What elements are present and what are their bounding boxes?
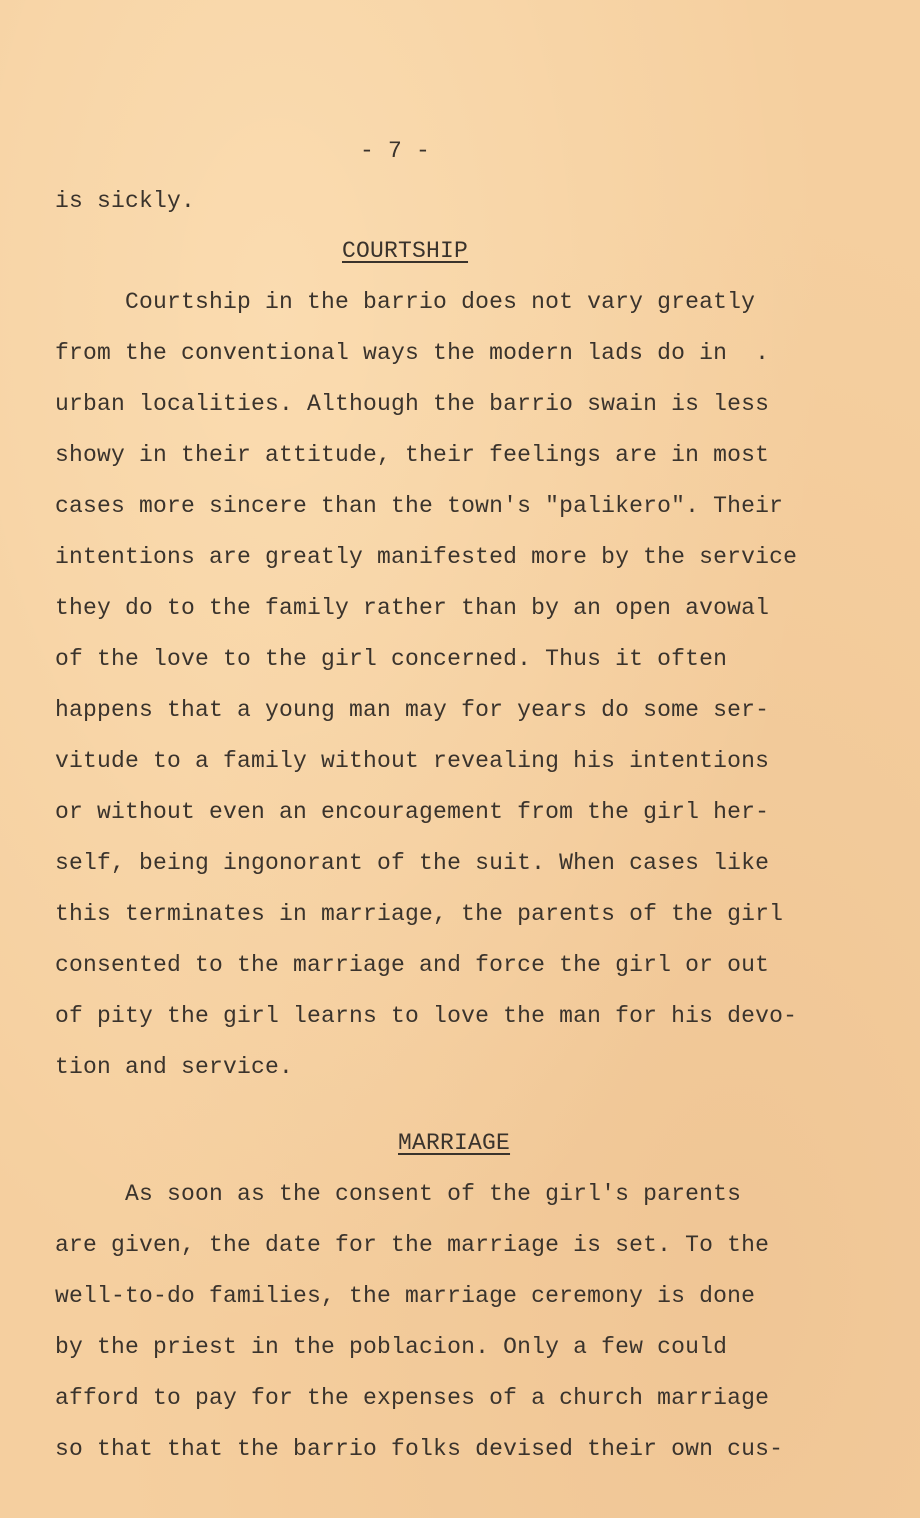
- paragraph-line: or without even an encouragement from the girl her-: [55, 799, 770, 825]
- paragraph-line: they do to the family rather than by an open avowal: [55, 595, 770, 621]
- paragraph-line: self, being ingonorant of the suit. When cases like: [55, 850, 770, 876]
- paragraph-line: showy in their attitude, their feelings are in most: [55, 442, 770, 468]
- paragraph-line: of the love to the girl concerned. Thus it often: [55, 646, 728, 672]
- paragraph-line: afford to pay for the expenses of a church marriage: [55, 1385, 770, 1411]
- paragraph-line: are given, the date for the marriage is set. To the: [55, 1232, 770, 1258]
- lead-line: is sickly.: [55, 188, 196, 214]
- section-heading-courtship: COURTSHIP: [342, 238, 469, 264]
- paragraph-line: tion and service.: [55, 1054, 294, 1080]
- paragraph-line: by the priest in the poblacion. Only a few could: [55, 1334, 728, 1360]
- paragraph-line: urban localities. Although the barrio swain is less: [55, 391, 770, 417]
- paragraph-line: happens that a young man may for years do some ser-: [55, 697, 770, 723]
- section-heading-marriage: MARRIAGE: [398, 1130, 511, 1156]
- paragraph-line: vitude to a family without revealing his intentions: [55, 748, 770, 774]
- paragraph-line: of pity the girl learns to love the man for his devo-: [55, 1003, 798, 1029]
- page-number: - 7 -: [359, 138, 430, 164]
- paragraph-line: from the conventional ways the modern lads do in .: [55, 340, 770, 366]
- paragraph-line: Courtship in the barrio does not vary greatly: [55, 289, 756, 315]
- paragraph-line: so that that the barrio folks devised their own cus-: [55, 1436, 784, 1462]
- paragraph-line: consented to the marriage and force the girl or out: [55, 952, 770, 978]
- paragraph-line: intentions are greatly manifested more by the service: [55, 544, 798, 570]
- bleed-through-ghost: [240, 190, 740, 220]
- paragraph-line: As soon as the consent of the girl's parents: [55, 1181, 742, 1207]
- paragraph-line: cases more sincere than the town's "palikero". Their: [55, 493, 784, 519]
- paragraph-line: this terminates in marriage, the parents of the girl: [55, 901, 784, 927]
- paragraph-line: well-to-do families, the marriage ceremony is done: [55, 1283, 756, 1309]
